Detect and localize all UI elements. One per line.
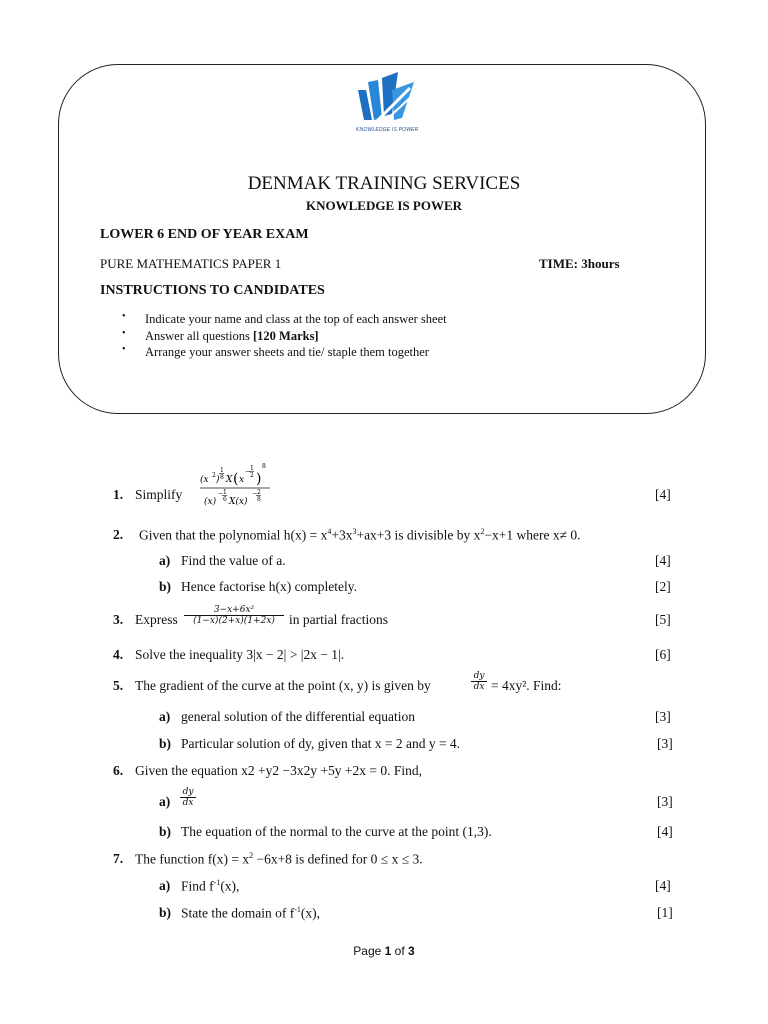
svg-text:1: 1 [223, 489, 227, 496]
svg-text:−: − [245, 468, 251, 475]
exam-title: LOWER 6 END OF YEAR EXAM [100, 227, 309, 242]
question-mark: [2] [655, 579, 671, 594]
subquestion-label: b) [159, 736, 172, 751]
svg-text:2: 2 [212, 472, 216, 479]
dy-dx-fraction: dy dx [180, 787, 196, 808]
question-mark: [6] [655, 647, 671, 662]
question-number: 7. [113, 851, 124, 866]
subquestion-label: a) [159, 878, 171, 893]
instructions-title: INSTRUCTIONS TO CANDIDATES [100, 283, 325, 298]
question-mark: [1] [657, 905, 673, 920]
question-number: 1. [113, 487, 124, 502]
question-mark: [5] [655, 612, 671, 627]
subquestion-text: general solution of the differential equation [181, 709, 416, 724]
svg-text:8: 8 [262, 463, 266, 470]
simplify-expression [196, 458, 276, 518]
question-text: The gradient of the curve at the point (x, y) is given by [135, 678, 431, 693]
svg-text:1: 1 [220, 467, 224, 474]
question-number: 5. [113, 678, 124, 693]
question-text: Given that the polynomial $h(x) = x^4+3x^3+ax+3$ is divisible by $x^2-x+1$ where x≠ 0. [139, 527, 581, 543]
question-text: Given the equation x2 +y2 −3x2y +5y +2x = 0. Find, [135, 763, 423, 778]
question-text: The function $f(x) = x^2 -6x+8$ is defined for 0 ≤ x ≤ 3. [135, 851, 423, 867]
subquestion-text: Find the value of a. [181, 553, 286, 568]
svg-text:2: 2 [257, 489, 261, 496]
svg-text:(x: (x [200, 475, 209, 485]
subquestion-label: a) [159, 794, 171, 809]
svg-text:(x): (x) [204, 497, 217, 507]
subquestion-label: b) [159, 579, 172, 594]
svg-text:8: 8 [257, 496, 261, 503]
question-text: = 4xy². Find: [491, 678, 562, 693]
subquestion-text: Find $f^{-1}(x)$, [181, 878, 240, 894]
bullet-icon: • [122, 344, 126, 355]
org-tagline: KNOWLEDGE IS POWER [305, 198, 463, 213]
svg-text:6: 6 [223, 496, 227, 503]
svg-text:(: ( [233, 471, 239, 487]
question-number: 4. [113, 647, 124, 662]
subquestion-text: The equation of the normal to the curve at the point (1,3). [181, 824, 492, 839]
question-mark: [3] [655, 709, 671, 724]
page-footer: Page 1 of 3 [353, 944, 415, 958]
question-text: in partial fractions [289, 612, 388, 627]
question-text: Solve the inequality 3|x − 2| > |2x − 1|. [135, 647, 345, 662]
question-number: 3. [113, 612, 124, 627]
time-label: TIME: 3hours [539, 256, 620, 271]
question-number: 2. [113, 527, 124, 542]
subquestion-text: Particular solution of dy, given that x = 2 and y = 4. [181, 736, 461, 751]
question-mark: [4] [655, 878, 671, 893]
subquestion-label: b) [159, 824, 172, 839]
bullet-icon: • [122, 328, 126, 339]
subquestion-label: a) [159, 553, 171, 568]
svg-text:2: 2 [250, 472, 254, 479]
question-mark: [4] [657, 824, 673, 839]
partial-fraction-expression: 3−x+6x² (1−x)(2+x)(1+2x) [184, 605, 284, 626]
svg-text:X: X [226, 475, 233, 485]
question-text: Simplify [135, 487, 183, 502]
svg-text:): ) [256, 471, 262, 487]
subquestion-label: a) [159, 709, 171, 724]
subquestion-label: b) [159, 905, 172, 920]
question-mark: [3] [657, 794, 673, 809]
dy-dx-fraction: dy dx [471, 671, 487, 692]
question-number: 6. [113, 763, 124, 778]
bullet-icon: • [122, 311, 126, 322]
svg-text:8: 8 [220, 474, 224, 481]
svg-text:X(x): X(x) [229, 497, 248, 507]
svg-text:−: − [252, 490, 258, 497]
svg-text:1: 1 [250, 465, 254, 472]
logo-tagline: KNOWLEDGE IS POWER [356, 127, 419, 133]
subquestion-text: Hence factorise h(x) completely. [181, 579, 358, 594]
paper-name: PURE MATHEMATICS PAPER 1 [100, 256, 282, 271]
question-mark: [3] [657, 736, 673, 751]
svg-text:x: x [239, 475, 245, 485]
svg-text:−: − [218, 490, 224, 497]
question-mark: [4] [655, 487, 671, 502]
subquestion-text: State the domain of $f^{-1}(x)$, [181, 905, 321, 921]
question-mark: [4] [655, 553, 671, 568]
svg-text:): ) [216, 475, 220, 485]
question-text: Express [135, 612, 178, 627]
org-name: DENMAK TRAINING SERVICES [247, 173, 521, 194]
